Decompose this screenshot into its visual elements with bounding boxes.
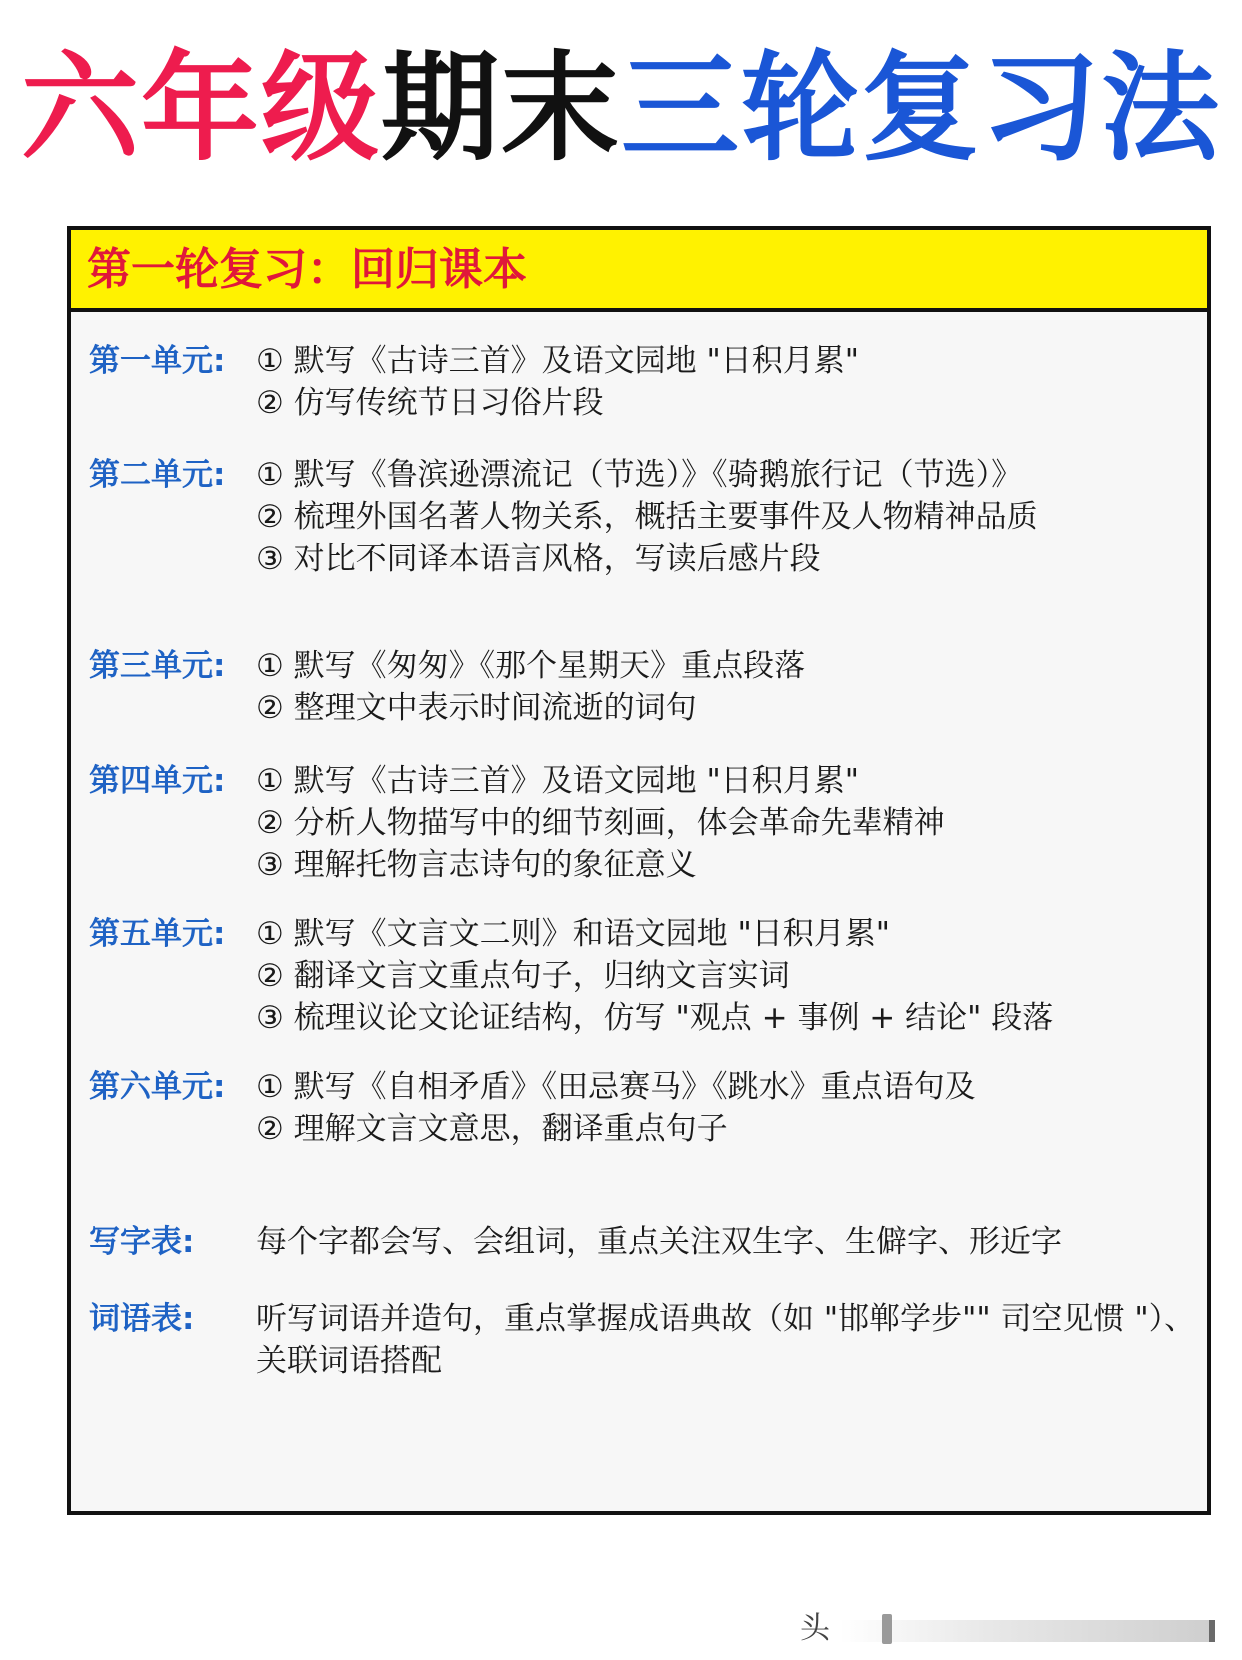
unit-items (256, 1298, 1201, 1382)
unit-items (256, 1066, 1201, 1150)
unit-item: ① 默写《鲁滨逊漂流记（节选）》《骑鹅旅行记（节选）》 (256, 457, 1023, 493)
unit-items (256, 760, 1201, 886)
unit-label: 第三单元: (89, 648, 226, 684)
watermark-text: 头 (800, 1611, 830, 1646)
page-title (0, 38, 1242, 178)
title-part-grade: 六年级 (20, 39, 381, 177)
unit-item: ② 仿写传统节日习俗片段 (256, 385, 604, 421)
unit-item: ② 翻译文言文重点句子，归纳文言实词 (256, 958, 790, 994)
unit-item: ① 默写《古诗三首》及语文园地 "日积月累" (256, 763, 860, 799)
watermark-pin (882, 1614, 892, 1644)
unit-label: 写字表: (89, 1224, 195, 1260)
unit-item: ② 分析人物描写中的细节刻画，体会革命先辈精神 (256, 805, 945, 841)
review-card (67, 226, 1211, 1515)
watermark (800, 1610, 1220, 1650)
unit-item: ③ 对比不同译本语言风格，写读后感片段 (256, 541, 821, 577)
unit-item: ① 默写《自相矛盾》《田忌赛马》《跳水》重点语句及 (256, 1069, 976, 1105)
unit-items (256, 454, 1201, 580)
watermark-bar (840, 1620, 1215, 1642)
unit-label: 第二单元: (89, 457, 226, 493)
unit-item: ② 理解文言文意思，翻译重点句子 (256, 1111, 728, 1147)
unit-item: ③ 理解托物言志诗句的象征意义 (256, 847, 697, 883)
table-text: 听写词语并造句，重点掌握成语典故（如 "邯郸学步"" 司空见惯 "）、关联词语搭配 (256, 1301, 1196, 1379)
unit-label: 第一单元: (89, 343, 226, 379)
unit-items (256, 645, 1201, 729)
section-header-text: 第一轮复习：回归课本 (87, 244, 527, 295)
unit-items (256, 340, 1201, 424)
unit-label: 第五单元: (89, 916, 226, 952)
unit-item: ① 默写《匆匆》《那个星期天》重点段落 (256, 648, 806, 684)
title-part-method: 三轮复习法 (621, 39, 1222, 177)
unit-item: ① 默写《文言文二则》和语文园地 "日积月累" (256, 916, 891, 952)
unit-item: ② 梳理外国名著人物关系，概括主要事件及人物精神品质 (256, 499, 1038, 535)
unit-label: 第四单元: (89, 763, 226, 799)
unit-item: ② 整理文中表示时间流逝的词句 (256, 690, 697, 726)
unit-item: ③ 梳理议论文论证结构，仿写 "观点 + 事例 + 结论" 段落 (256, 1000, 1054, 1036)
unit-label: 第六单元: (89, 1069, 226, 1105)
section-header (71, 230, 1207, 312)
title-part-term: 期末 (380, 39, 621, 177)
unit-label: 词语表: (89, 1301, 195, 1337)
unit-items (256, 1221, 1201, 1263)
table-text: 每个字都会写、会组词，重点关注双生字、生僻字、形近字 (256, 1224, 1062, 1260)
unit-items (256, 913, 1201, 1039)
unit-item: ① 默写《古诗三首》及语文园地 "日积月累" (256, 343, 860, 379)
